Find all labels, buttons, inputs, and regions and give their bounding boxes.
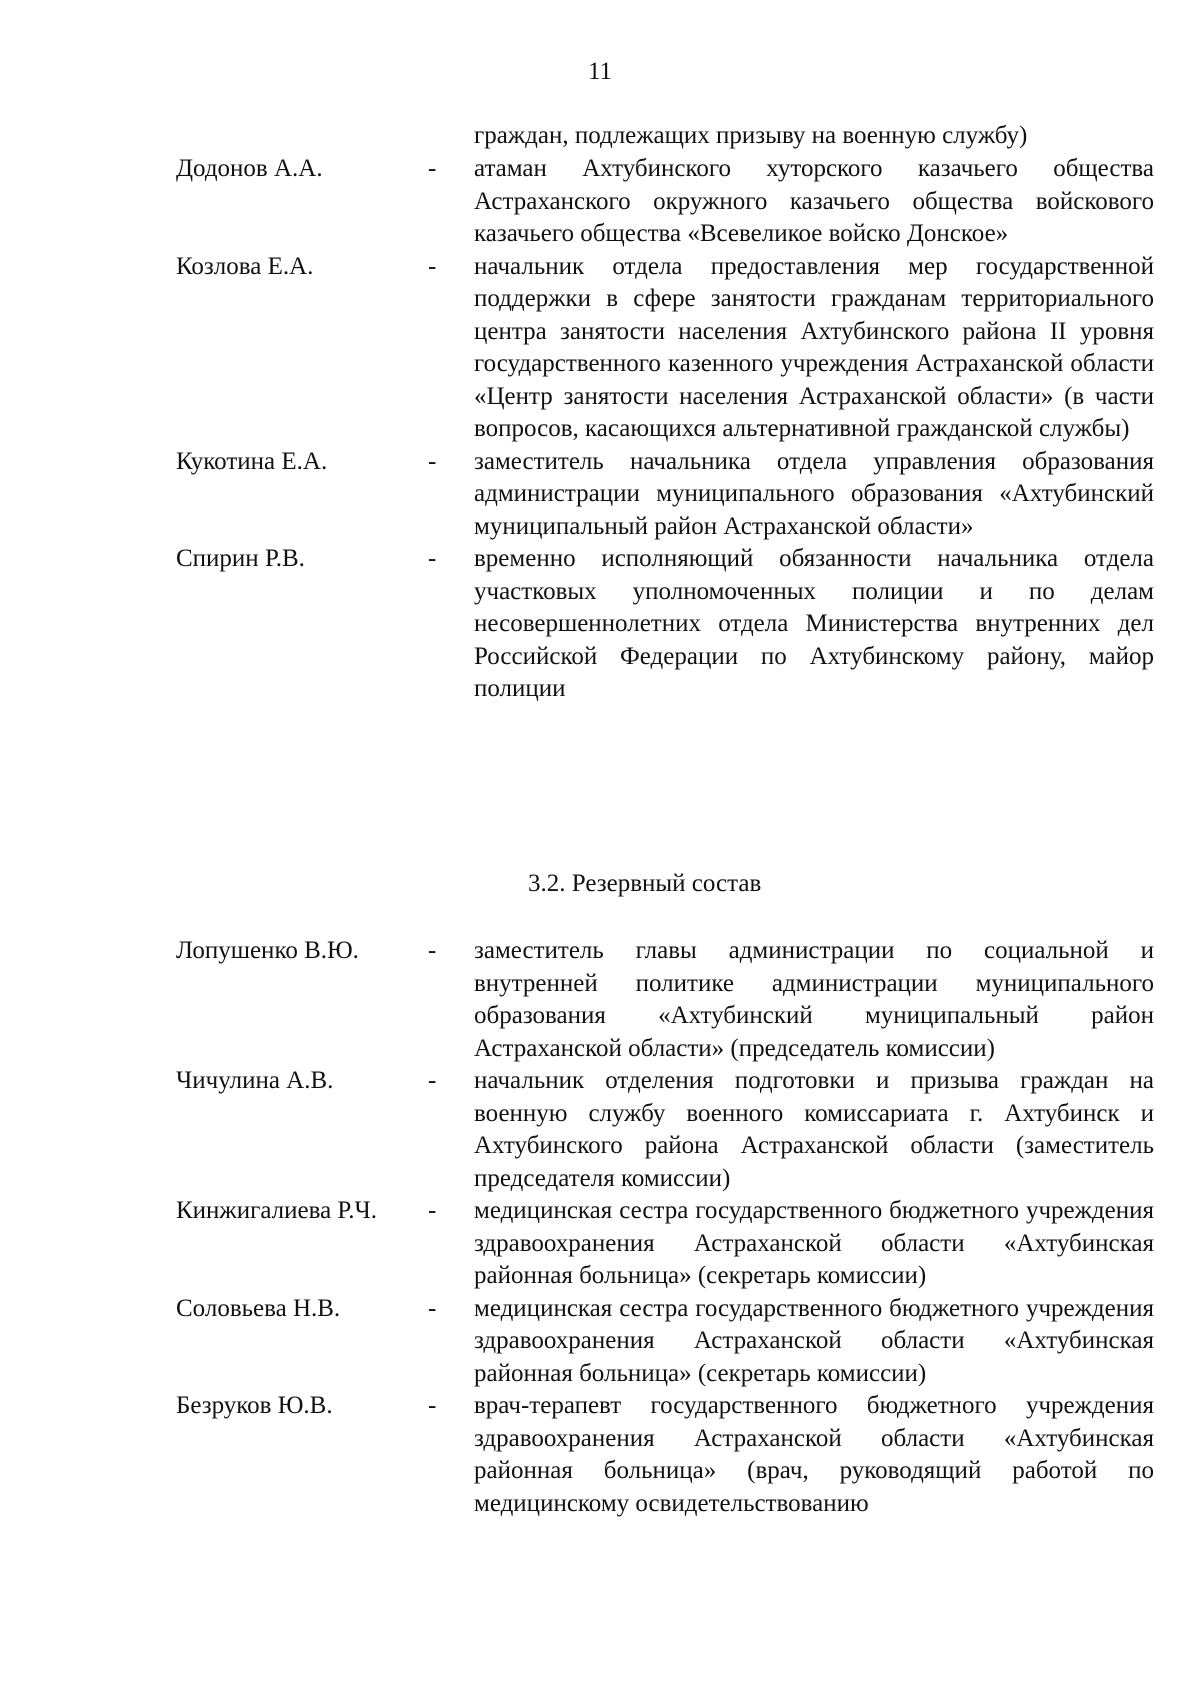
page-number: 11: [587, 58, 613, 85]
member-entry: [176, 935, 1154, 1065]
member-name: Чичулина А.В.: [176, 1067, 334, 1094]
member-name: Додонов А.А.: [176, 155, 323, 182]
main-composition-list: [176, 153, 1154, 706]
separator-dash: -: [428, 447, 437, 475]
member-description: начальник отдела предоставления мер государственной поддержки в сфере занятости гражданам территориального центра занятости населения Ахтубинского района II уровня государственного казенного учреждения Астраханской области «Центр занятости населения Астраханской области» (в части вопросов, касающихся альтернативной гражданской службы): [474, 252, 1154, 442]
member-entry: [176, 153, 1154, 251]
reserve-composition-list: [176, 935, 1154, 1520]
member-name: Лопушенко В.Ю.: [176, 937, 359, 964]
member-name: Спирин Р.В.: [176, 545, 305, 572]
member-entry: [176, 1293, 1154, 1391]
member-entry: [176, 1065, 1154, 1195]
member-entry: [176, 446, 1154, 544]
member-description: атаман Ахтубинского хуторского казачьего общества Астраханского окружного казачьего общества войскового казачьего общества «Всевеликое войско Донское»: [474, 155, 1154, 247]
separator-dash: -: [428, 1294, 437, 1322]
member-name: Кукотина Е.А.: [176, 447, 328, 475]
member-description: медицинская сестра государственного бюджетного учреждения здравоохранения Астраханской области «Ахтубинская районная больница» (секретарь комиссии): [474, 1294, 1154, 1387]
member-entry: [176, 251, 1154, 446]
separator-dash: -: [428, 252, 437, 280]
member-name: Кинжигалиева Р.Ч.: [176, 1197, 377, 1224]
member-name: Безруков Ю.В.: [176, 1392, 333, 1419]
separator-dash: -: [428, 1392, 437, 1419]
member-name: Соловьева Н.В.: [176, 1294, 341, 1322]
continuation-text: граждан, подлежащих призыву на военную службу): [474, 122, 1028, 149]
member-entry: [176, 543, 1154, 706]
member-description: врач-терапевт государственного бюджетного учреждения здравоохранения Астраханской области «Ахтубинская районная больница» (врач, руководящий работой по медицинскому освидетельствованию: [474, 1392, 1154, 1517]
reserve-section-title: 3.2. Резервный состав: [528, 870, 762, 897]
separator-dash: -: [428, 545, 437, 572]
separator-dash: -: [428, 155, 437, 182]
separator-dash: -: [428, 1067, 437, 1094]
separator-dash: -: [428, 937, 437, 964]
member-entry: [176, 1390, 1154, 1520]
member-description: заместитель главы администрации по социальной и внутренней политике администрации муниципального образования «Ахтубинский муниципальный район Астраханской области» (председатель комиссии): [474, 937, 1154, 1062]
member-name: Козлова Е.А.: [176, 252, 314, 280]
member-description: заместитель начальника отдела управления образования администрации муниципального образования «Ахтубинский муниципальный район Астраханской области»: [474, 447, 1154, 540]
member-entry: [176, 1195, 1154, 1293]
member-description: медицинская сестра государственного бюджетного учреждения здравоохранения Астраханской области «Ахтубинская районная больница» (секретарь комиссии): [474, 1197, 1154, 1289]
separator-dash: -: [428, 1197, 437, 1224]
member-description: временно исполняющий обязанности начальника отдела участковых уполномоченных полиции и по делам несовершеннолетних отдела Министерства внутренних дел Российской Федерации по Ахтубинскому району, майор полиции: [474, 545, 1154, 702]
member-description: начальник отделения подготовки и призыва граждан на военную службу военного комиссариата г. Ахтубинск и Ахтубинского района Астраханской области (заместитель председателя комиссии): [474, 1067, 1154, 1192]
